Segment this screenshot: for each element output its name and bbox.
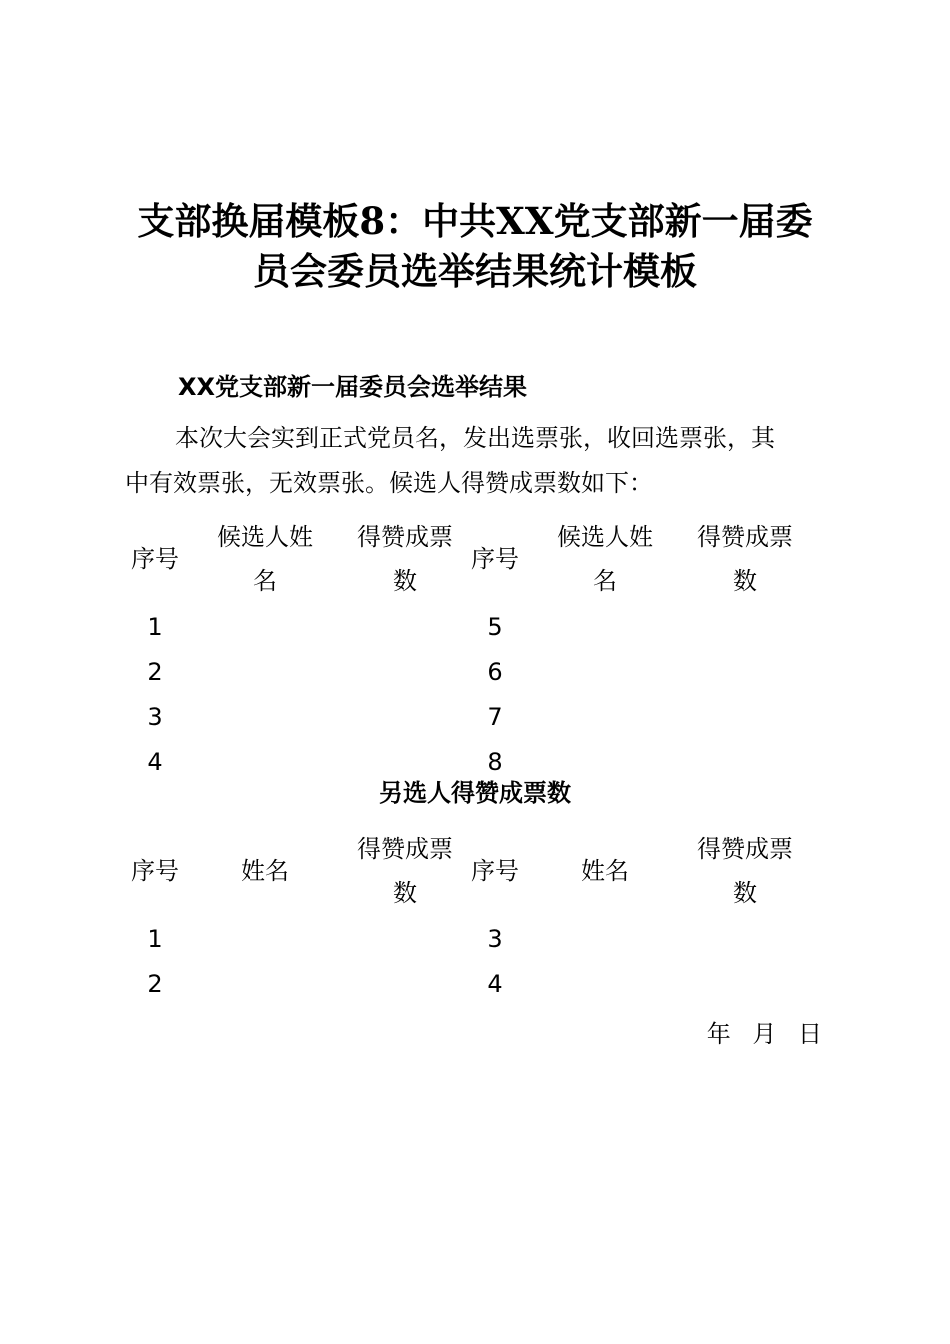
seq-cell: 5	[487, 612, 503, 641]
title-line-2: 员会委员选举结果统计模板	[253, 249, 697, 293]
header-text: 候选人姓	[217, 523, 313, 551]
table-header-row	[125, 514, 825, 604]
document-title	[100, 196, 850, 296]
header-votes	[685, 827, 805, 915]
header-candidate-name	[185, 515, 345, 603]
header-text: 得赞成票	[697, 523, 793, 551]
header-name: 姓名	[581, 857, 629, 885]
header-text: 候选人姓	[557, 523, 653, 551]
header-text: 数	[733, 567, 757, 595]
table-header-row	[125, 826, 825, 916]
header-text: 得赞成票	[357, 835, 453, 863]
date-line	[707, 1014, 822, 1054]
header-text: 得赞成票	[357, 523, 453, 551]
intro-paragraph	[125, 416, 825, 506]
section-heading: XX党支部新一届委员会选举结果	[178, 373, 528, 401]
seq-cell: 8	[487, 747, 503, 776]
header-name: 姓名	[241, 857, 289, 885]
date-month: 月	[752, 1020, 777, 1048]
seq-cell: 4	[487, 969, 503, 998]
table-row	[125, 916, 825, 961]
header-seq: 序号	[471, 545, 519, 573]
header-seq: 序号	[131, 545, 179, 573]
header-votes	[345, 515, 465, 603]
header-text: 名	[593, 567, 617, 595]
header-text: 数	[393, 879, 417, 907]
title-line-1: 支部换届模板8：中共XX党支部新一届委	[137, 199, 813, 243]
header-votes	[685, 515, 805, 603]
paragraph-line-2: 中有效票张，无效票张。候选人得赞成票数如下：	[125, 469, 653, 497]
seq-cell: 3	[487, 924, 503, 953]
header-votes	[345, 827, 465, 915]
table-row	[125, 649, 825, 694]
header-seq: 序号	[471, 857, 519, 885]
table-row	[125, 961, 825, 1006]
seq-cell: 1	[147, 924, 163, 953]
paragraph-line-1: 本次大会实到正式党员名，发出选票张，收回选票张，其	[175, 424, 775, 452]
header-candidate-name	[525, 515, 685, 603]
seq-cell: 7	[487, 702, 503, 731]
seq-cell: 2	[147, 657, 163, 686]
table-row	[125, 694, 825, 739]
seq-cell: 2	[147, 969, 163, 998]
date-year: 年	[706, 1020, 731, 1048]
header-text: 数	[733, 879, 757, 907]
table-row	[125, 604, 825, 649]
candidate-results-table	[125, 514, 825, 784]
seq-cell: 3	[147, 702, 163, 731]
date-day: 日	[798, 1020, 822, 1048]
other-candidates-heading: 另选人得赞成票数	[379, 779, 571, 807]
header-seq: 序号	[131, 857, 179, 885]
seq-cell: 4	[147, 747, 163, 776]
other-candidates-table	[125, 826, 825, 1006]
header-text: 数	[393, 567, 417, 595]
header-text: 名	[253, 567, 277, 595]
header-text: 得赞成票	[697, 835, 793, 863]
seq-cell: 1	[147, 612, 163, 641]
seq-cell: 6	[487, 657, 503, 686]
